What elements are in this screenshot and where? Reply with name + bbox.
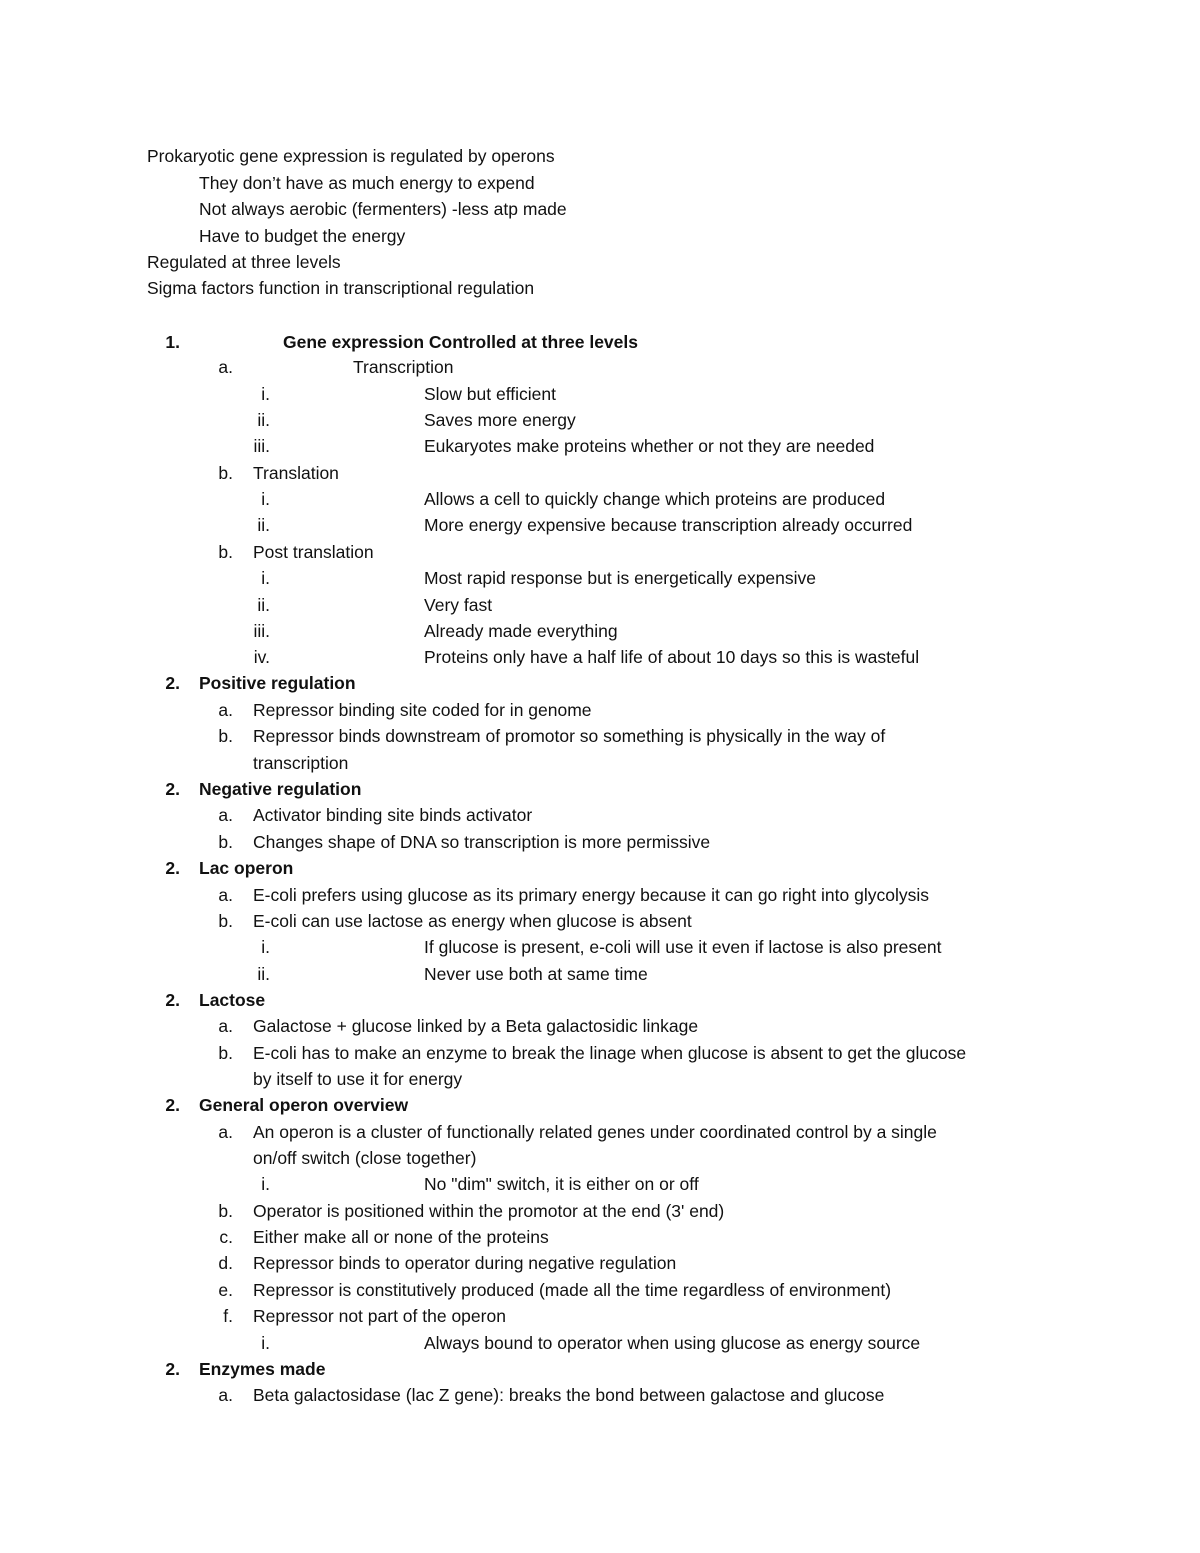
list-marker: a. xyxy=(218,805,233,825)
list-item-text: Either make all or none of the proteins xyxy=(253,1227,549,1247)
list-item-continuation: on/off switch (close together) xyxy=(253,1148,477,1168)
list-item-text: Activator binding site binds activator xyxy=(253,805,533,825)
list-item-text: Proteins only have a half life of about 10 days so this is wasteful xyxy=(424,647,920,667)
list-item-text: E-coli has to make an enzyme to break the linage when glucose is absent to get the glucose xyxy=(253,1043,967,1063)
list-item-text: Galactose + glucose linked by a Beta galactosidic linkage xyxy=(253,1016,699,1036)
list-item-text: Changes shape of DNA so transcription is more permissive xyxy=(253,832,711,852)
list-marker: 1. xyxy=(165,332,180,352)
list-marker: b. xyxy=(218,463,233,483)
list-marker: d. xyxy=(218,1253,233,1273)
section-title: Negative regulation xyxy=(199,779,362,799)
list-marker: 2. xyxy=(165,990,180,1010)
list-marker: b. xyxy=(218,911,233,931)
list-marker: a. xyxy=(218,700,233,720)
list-marker: c. xyxy=(219,1227,233,1247)
intro-line: Prokaryotic gene expression is regulated by operons xyxy=(147,146,555,166)
list-item-text: Beta galactosidase (lac Z gene): breaks the bond between galactose and glucose xyxy=(253,1385,885,1405)
list-marker: 2. xyxy=(165,673,180,693)
list-item-text: If glucose is present, e-coli will use it even if lactose is also present xyxy=(424,937,942,957)
list-item-text: Always bound to operator when using glucose as energy source xyxy=(424,1333,921,1353)
list-marker: b. xyxy=(218,726,233,746)
list-marker: a. xyxy=(218,1122,233,1142)
list-marker: b. xyxy=(218,832,233,852)
list-marker: i. xyxy=(261,1174,270,1194)
list-marker: a. xyxy=(218,1385,233,1405)
intro-line: Regulated at three levels xyxy=(147,252,341,272)
intro-line: Not always aerobic (fermenters) -less atp made xyxy=(199,199,567,219)
intro-line: Sigma factors function in transcriptional regulation xyxy=(147,278,535,298)
list-marker: b. xyxy=(218,1201,233,1221)
list-marker: 2. xyxy=(165,858,180,878)
list-item-text: Already made everything xyxy=(424,621,618,641)
list-item-text: Eukaryotes make proteins whether or not they are needed xyxy=(424,436,875,456)
list-marker: iii. xyxy=(253,436,270,456)
list-item-text: Repressor binds downstream of promotor so something is physically in the way of xyxy=(253,726,886,746)
list-marker: ii. xyxy=(257,595,270,615)
section-title: Positive regulation xyxy=(199,673,356,693)
section-title: Gene expression Controlled at three levels xyxy=(283,332,638,352)
list-marker: 2. xyxy=(165,1095,180,1115)
list-item-text: Slow but efficient xyxy=(424,384,556,404)
list-marker: i. xyxy=(261,937,270,957)
section-title: Enzymes made xyxy=(199,1359,326,1379)
list-marker: 2. xyxy=(165,779,180,799)
list-marker: i. xyxy=(261,568,270,588)
list-item-text: Repressor binds to operator during negative regulation xyxy=(253,1253,677,1273)
list-item-text: Post translation xyxy=(253,542,374,562)
list-item-text: Never use both at same time xyxy=(424,964,648,984)
list-item-text: More energy expensive because transcription already occurred xyxy=(424,515,913,535)
section-title: Lactose xyxy=(199,990,266,1010)
list-item-text: Allows a cell to quickly change which proteins are produced xyxy=(424,489,886,509)
list-item-text: Saves more energy xyxy=(424,410,576,430)
list-marker: ii. xyxy=(257,964,270,984)
list-marker: a. xyxy=(218,1016,233,1036)
list-item-text: Repressor not part of the operon xyxy=(253,1306,506,1326)
list-item-text: Translation xyxy=(253,463,339,483)
list-marker: 2. xyxy=(165,1359,180,1379)
list-item-text: E-coli can use lactose as energy when glucose is absent xyxy=(253,911,692,931)
list-marker: i. xyxy=(261,1333,270,1353)
list-marker: ii. xyxy=(257,515,270,535)
list-marker: b. xyxy=(218,542,233,562)
list-marker: i. xyxy=(261,384,270,404)
list-item-text: Most rapid response but is energetically expensive xyxy=(424,568,817,588)
list-item-text: No "dim" switch, it is either on or off xyxy=(424,1174,699,1194)
list-item-text: Transcription xyxy=(353,357,454,377)
list-marker: f. xyxy=(223,1306,233,1326)
list-marker: i. xyxy=(261,489,270,509)
list-item-text: Operator is positioned within the promotor at the end (3' end) xyxy=(253,1201,725,1221)
section-title: Lac operon xyxy=(199,858,294,878)
intro-line: They don’t have as much energy to expend xyxy=(199,173,535,193)
list-item-text: An operon is a cluster of functionally related genes under coordinated control by a single xyxy=(253,1122,937,1142)
list-item-continuation: transcription xyxy=(253,753,349,773)
list-item-continuation: by itself to use it for energy xyxy=(253,1069,463,1089)
list-marker: ii. xyxy=(257,410,270,430)
list-item-text: Repressor is constitutively produced (made all the time regardless of environment) xyxy=(253,1280,892,1300)
list-marker: e. xyxy=(218,1280,233,1300)
list-marker: a. xyxy=(218,885,233,905)
list-item-text: E-coli prefers using glucose as its primary energy because it can go right into glycolysis xyxy=(253,885,930,905)
list-marker: b. xyxy=(218,1043,233,1063)
list-marker: iii. xyxy=(253,621,270,641)
list-item-text: Repressor binding site coded for in genome xyxy=(253,700,592,720)
intro-line: Have to budget the energy xyxy=(199,226,406,246)
list-marker: iv. xyxy=(253,647,270,667)
list-item-text: Very fast xyxy=(424,595,493,615)
section-title: General operon overview xyxy=(199,1095,409,1115)
list-marker: a. xyxy=(218,357,233,377)
